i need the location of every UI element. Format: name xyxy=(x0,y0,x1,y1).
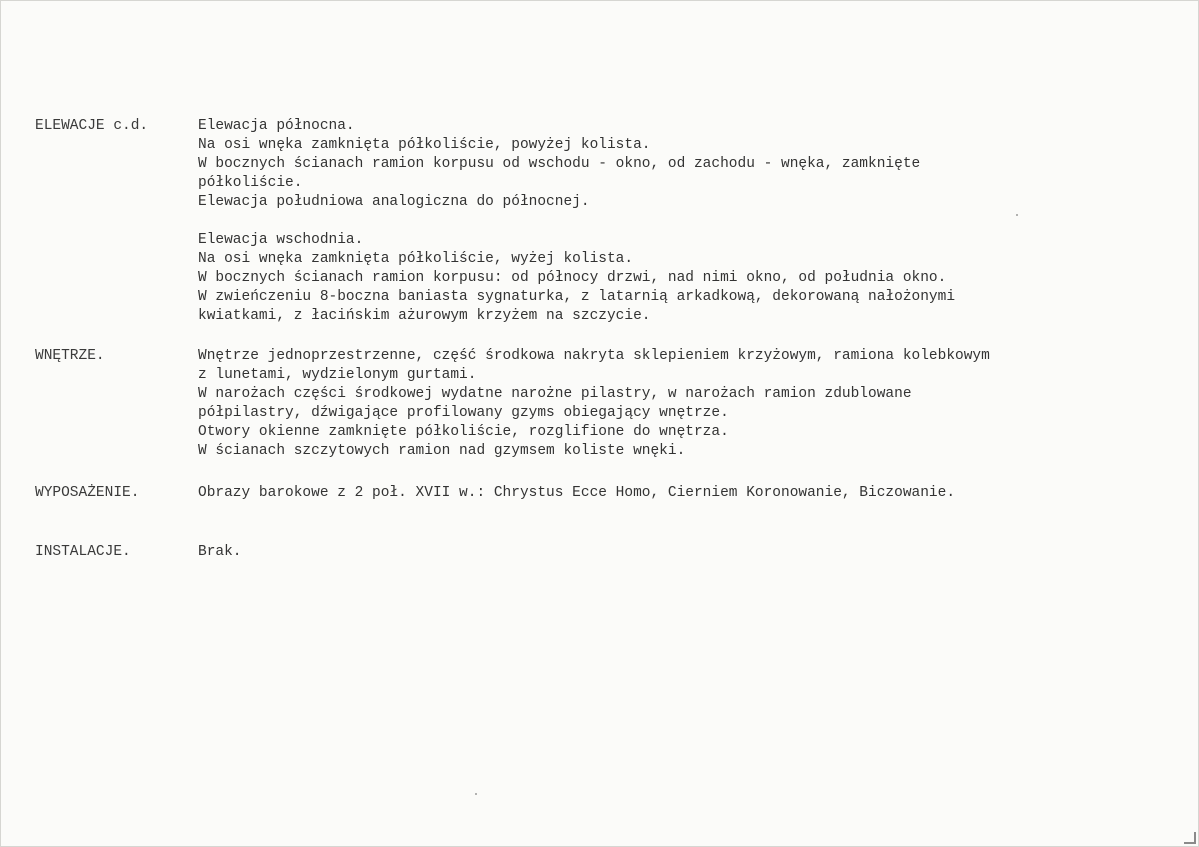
text-line: Obrazy barokowe z 2 poł. XVII w.: Chrystus Ecce Homo, Cierniem Koronowanie, Biczowanie. xyxy=(198,485,956,501)
text-line: półpilastry, dźwigające profilowany gzyms obiegający wnętrze. xyxy=(198,405,729,421)
text-line: Elewacja południowa analogiczna do północnej. xyxy=(198,194,590,210)
text-line: Wnętrze jednoprzestrzenne, część środkowa nakryta sklepieniem krzyżowym, ramiona kolebkowym xyxy=(198,348,990,364)
section-text xyxy=(198,117,1158,326)
text-line: Na osi wnęka zamknięta półkoliście, powyżej kolista. xyxy=(198,137,651,153)
text-line: kwiatkami, z łacińskim ażurowym krzyżem na szczycie. xyxy=(198,308,651,324)
text-line: Elewacja wschodnia. xyxy=(198,232,364,248)
text-line: półkoliście. xyxy=(198,175,303,191)
corner-mark xyxy=(1184,832,1196,844)
text-line: W ścianach szczytowych ramion nad gzymsem koliste wnęki. xyxy=(198,443,686,459)
section-label: WNĘTRZE. xyxy=(35,348,105,364)
paragraph-gap xyxy=(198,212,1158,231)
section-label: INSTALACJE. xyxy=(35,544,131,560)
text-line: Brak. xyxy=(198,544,242,560)
text-line: Otwory okienne zamknięte półkoliście, rozglifione do wnętrza. xyxy=(198,424,729,440)
section-label: ELEWACJE c.d. xyxy=(35,118,149,134)
section-text xyxy=(198,484,1158,503)
text-line: z lunetami, wydzielonym gurtami. xyxy=(198,367,477,383)
paper-speck xyxy=(475,793,477,795)
text-line: W narożach części środkowej wydatne narożne pilastry, w narożach ramion zdublowane xyxy=(198,386,912,402)
text-line: W zwieńczeniu 8-boczna baniasta sygnaturka, z latarnią arkadkową, dekorowaną nałożonymi xyxy=(198,289,956,305)
section-label: WYPOSAŻENIE. xyxy=(35,485,140,501)
section-text xyxy=(198,347,1158,461)
section-text xyxy=(198,543,1158,562)
text-line: Na osi wnęka zamknięta półkoliście, wyżej kolista. xyxy=(198,251,634,267)
text-line: W bocznych ścianach ramion korpusu: od północy drzwi, nad nimi okno, od południa okno. xyxy=(198,270,947,286)
text-line: W bocznych ścianach ramion korpusu od wschodu - okno, od zachodu - wnęka, zamknięte xyxy=(198,156,921,172)
text-line: Elewacja północna. xyxy=(198,118,355,134)
